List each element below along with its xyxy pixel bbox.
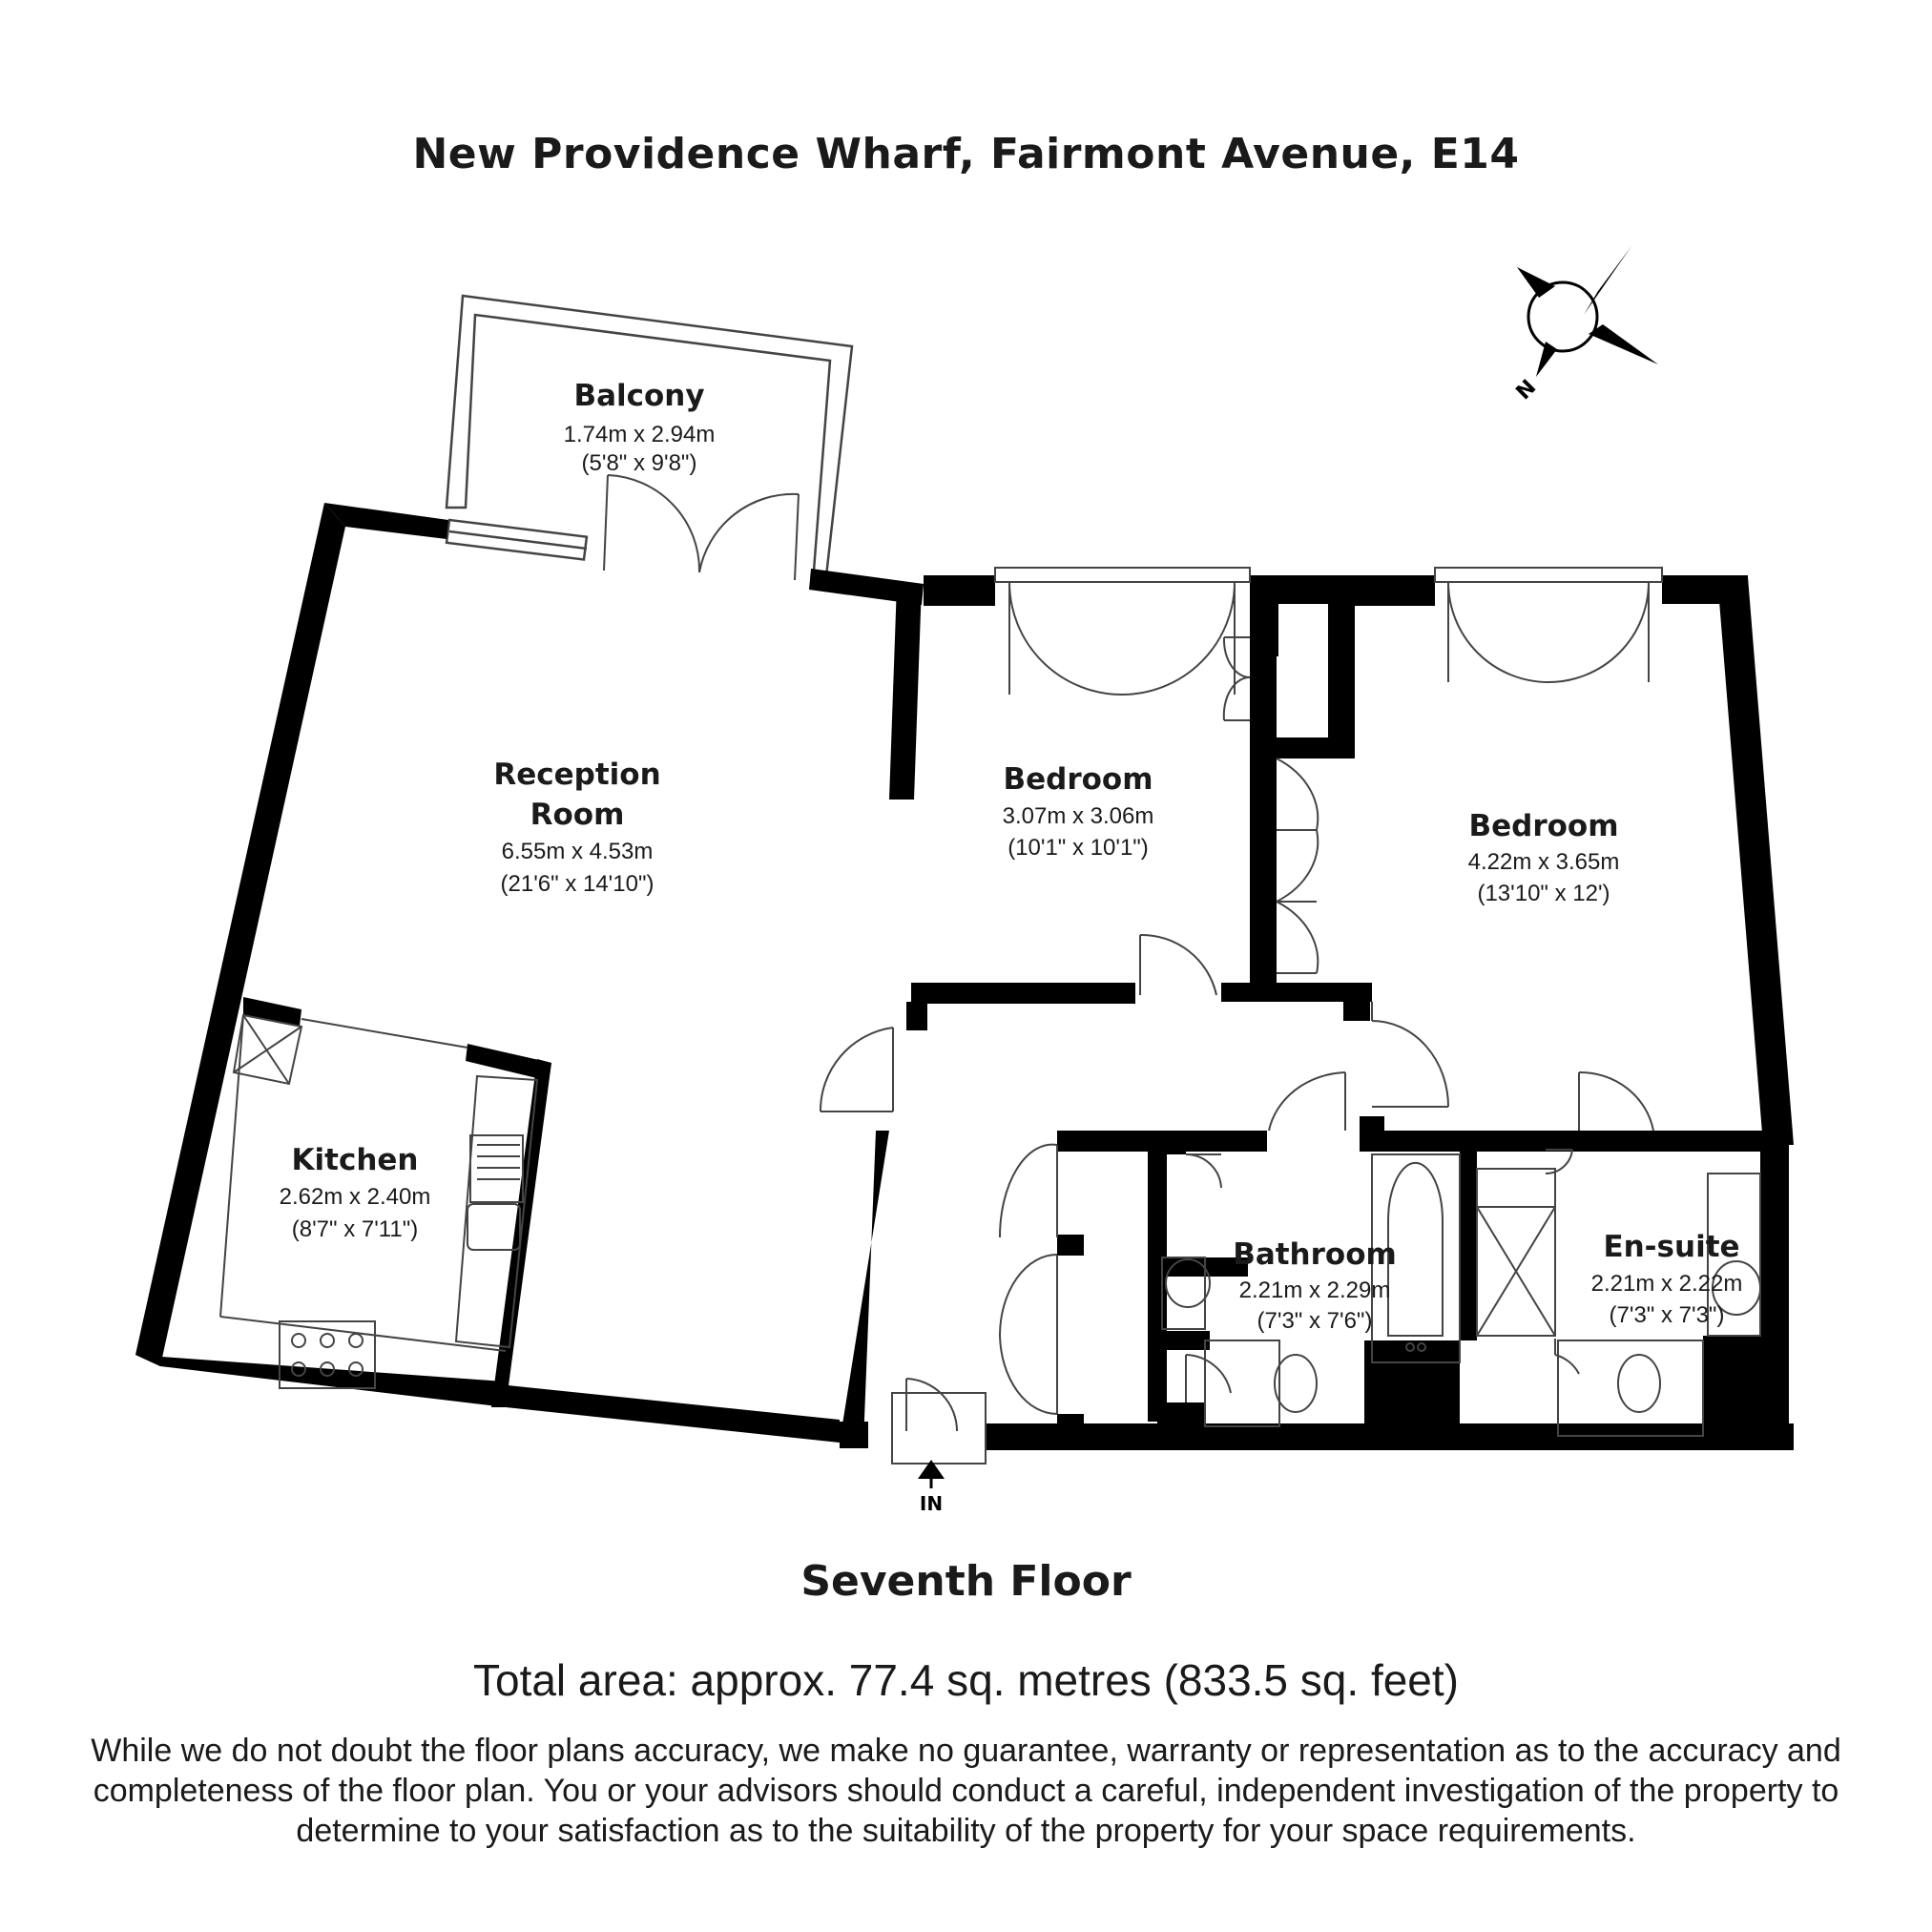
bathroom-dims-ft: (7'3" x 7'6") (1257, 1308, 1373, 1334)
entrance-label: IN (919, 1492, 944, 1515)
balcony-door (604, 475, 799, 580)
ensuite-name: En-suite (1603, 1230, 1740, 1264)
balcony-dims-ft: (5'8" x 9'8") (581, 450, 697, 476)
bedroom2-dims-m: 4.22m x 3.65m (1467, 849, 1620, 875)
balcony-name: Balcony (573, 379, 705, 413)
bedroom2-name: Bedroom (1468, 809, 1619, 843)
balcony-dims-m: 1.74m x 2.94m (563, 422, 716, 447)
entrance-marker (918, 1460, 945, 1515)
disclaimer: While we do not doubt the floor plans accuracy, we make no guarantee, warranty or representation as to the accuracy and completeness of the floor plan. You or your advisors should conduct a careful, independent investigation of the property to determine to your satisfaction as to the suitability of the property for your space requirements. (91, 1733, 1841, 1849)
compass (1512, 246, 1658, 405)
balcony-glazing (447, 520, 587, 559)
floor-label: Seventh Floor (800, 1557, 1132, 1606)
bathroom-name: Bathroom (1233, 1237, 1397, 1272)
room-labels (280, 379, 1743, 1334)
kitchen-dims-m: 2.62m x 2.40m (279, 1184, 431, 1210)
kitchen-dims-ft: (8'7" x 7'11") (291, 1216, 419, 1242)
reception-dims-ft: (21'6" x 14'10") (500, 871, 654, 897)
plan-title: New Providence Wharf, Fairmont Avenue, E14 (412, 130, 1520, 178)
reception-name-1: Reception (493, 758, 661, 792)
bedroom1-name: Bedroom (1003, 762, 1153, 797)
ensuite-dims-ft: (7'3" x 7'3") (1609, 1302, 1725, 1328)
bedroom1-dims-m: 3.07m x 3.06m (1002, 803, 1154, 829)
total-area: Total area: approx. 77.4 sq. metres (833.5 sq. feet) (472, 1655, 1459, 1705)
reception-dims-m: 6.55m x 4.53m (501, 839, 654, 864)
north-label: N (1511, 375, 1542, 405)
ensuite-dims-m: 2.21m x 2.22m (1590, 1271, 1743, 1297)
bedroom2-dims-ft: (13'10" x 12') (1477, 881, 1610, 906)
reception-name-2: Room (530, 798, 625, 832)
bedroom1-dims-ft: (10'1" x 10'1") (1008, 835, 1149, 861)
walls (135, 503, 1794, 1450)
doors (821, 568, 1662, 1464)
kitchen-name: Kitchen (291, 1143, 419, 1177)
bathroom-dims-m: 2.21m x 2.29m (1238, 1278, 1391, 1303)
